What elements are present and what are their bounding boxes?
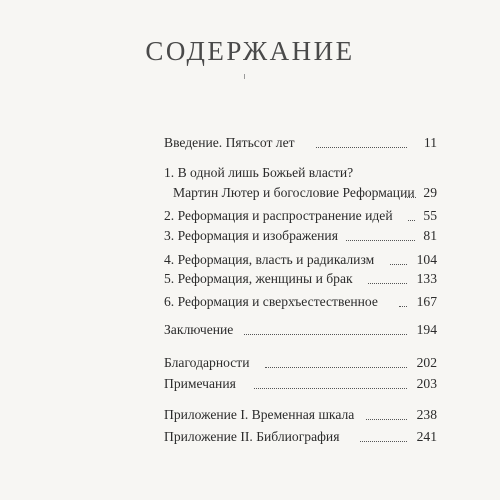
toc-leader-dots xyxy=(399,306,407,307)
toc-leader-dots xyxy=(244,334,407,335)
toc-entry-title: Мартин Лютер и богословие Реформации xyxy=(173,185,415,200)
toc-leader-dots xyxy=(265,367,407,368)
toc-entry-acknowledgements xyxy=(164,353,437,373)
toc-entry-title: Приложение I. Временная шкала xyxy=(164,407,355,422)
toc-entry-title: 2. Реформация и распространение идей xyxy=(164,208,393,223)
toc-leader-dots xyxy=(366,419,407,420)
toc-entry-chapter-1 xyxy=(164,165,437,203)
toc-entry-notes xyxy=(164,374,437,394)
toc-entry-title: Благодарности xyxy=(164,355,250,370)
toc-entry-appendix-2 xyxy=(164,427,437,447)
toc-leader-dots xyxy=(254,388,407,389)
toc-leader-dots xyxy=(316,147,407,148)
toc-entry-chapter-5 xyxy=(164,269,437,289)
toc-leader-dots xyxy=(405,197,416,198)
toc-entry-page: 241 xyxy=(416,429,437,444)
toc-entry-title: Приложение II. Библиография xyxy=(164,429,340,444)
toc-entry-chapter-6 xyxy=(164,292,437,312)
toc-entry-introduction xyxy=(164,133,437,153)
toc-entry-title-line1: 1. В одной лишь Божьей власти? xyxy=(164,165,354,180)
toc-entry-page: 133 xyxy=(416,271,437,286)
toc-entry-page: 194 xyxy=(416,322,437,337)
toc-entry-page: 29 xyxy=(423,185,437,200)
toc-entry-title: 6. Реформация и сверхъестественное xyxy=(164,294,378,309)
toc-entry-page: 81 xyxy=(423,228,437,243)
toc-entry-page: 203 xyxy=(416,376,437,391)
toc-entry-title: Заключение xyxy=(164,322,234,337)
toc-entry-page: 202 xyxy=(416,355,437,370)
toc-entry-page: 55 xyxy=(423,208,437,223)
toc-leader-dots xyxy=(390,264,407,265)
page-title: СОДЕРЖАНИЕ xyxy=(145,36,355,66)
toc-leader-dots xyxy=(360,441,407,442)
toc-entry-appendix-1 xyxy=(164,405,437,425)
toc-entry-page: 11 xyxy=(423,135,437,150)
toc-entry-title: 5. Реформация, женщины и брак xyxy=(164,271,353,286)
toc-entry-title: 4. Реформация, власть и радикализм xyxy=(164,252,375,267)
toc-entry-chapter-3 xyxy=(164,226,437,246)
toc-leader-dots xyxy=(346,240,415,241)
toc-entry-page: 167 xyxy=(416,294,437,309)
toc-entry-title: Введение. Пятьсот лет xyxy=(164,135,295,150)
toc-entry-title: Примечания xyxy=(164,376,236,391)
toc-entry-page: 104 xyxy=(416,252,437,267)
toc-entry-conclusion xyxy=(164,320,437,340)
toc-leader-dots xyxy=(368,283,407,284)
toc-entry-chapter-2 xyxy=(164,206,437,226)
toc-leader-dots xyxy=(408,220,415,221)
toc-entry-title: 3. Реформация и изображения xyxy=(164,228,338,243)
toc-entry-page: 238 xyxy=(416,407,437,422)
toc-entry-chapter-4 xyxy=(164,250,437,270)
